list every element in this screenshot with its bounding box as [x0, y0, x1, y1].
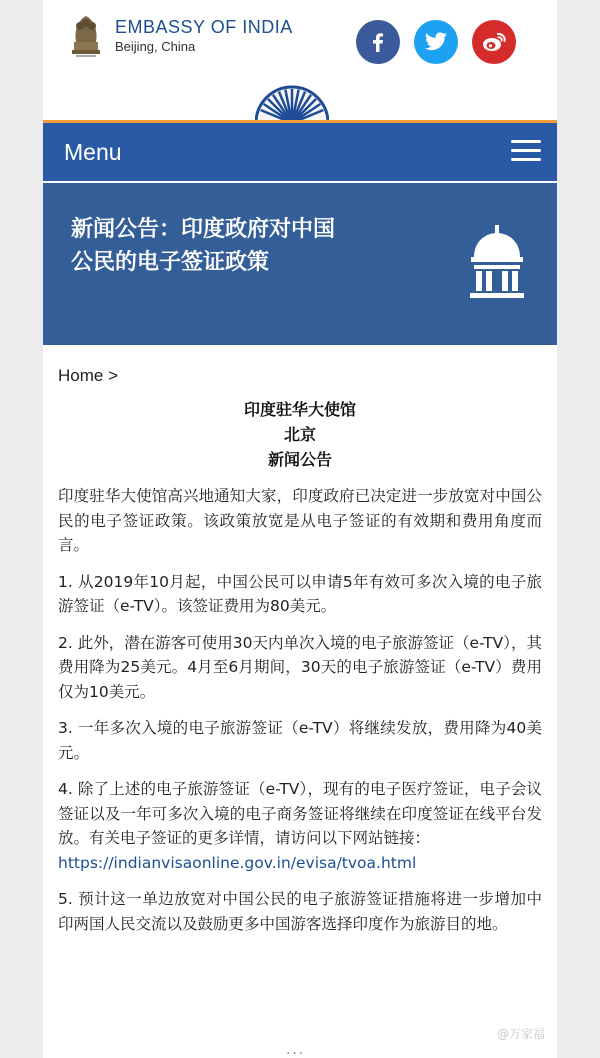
page-title: 新闻公告：印度政府对中国公民的电子签证政策	[71, 217, 336, 275]
breadcrumb[interactable]: Home >	[58, 366, 118, 385]
menu-bar[interactable]	[43, 123, 557, 181]
site-header	[43, 0, 557, 123]
more-indicator: ...	[286, 1042, 306, 1058]
national-emblem-icon	[68, 12, 104, 58]
announcement-heading	[58, 397, 542, 472]
evisa-link[interactable]: https://indianvisaonline.gov.in/evisa/tvoa.html	[58, 853, 417, 872]
weibo-icon	[481, 31, 507, 53]
city-heading: 北京	[283, 425, 316, 444]
item-4-paragraph	[58, 777, 542, 875]
item-3-paragraph: 3. 一年多次入境的电子旅游签证（e-TV）将继续发放，费用降为40美元。	[58, 719, 542, 762]
item-4-text: 4. 除了上述的电子旅游签证（e-TV），现有的电子医疗签证，电子会议签证以及一年可多次入境的电子商务签证将继续在印度签证在线平台发放。有关电子签证的更多详情，请访问以下网站链接：	[58, 780, 542, 847]
embassy-title: EMBASSY OF INDIA	[115, 17, 293, 37]
facebook-button[interactable]	[356, 20, 400, 64]
embassy-location: Beijing, China	[115, 39, 196, 54]
main-content	[43, 345, 557, 936]
ashoka-chakra-icon	[255, 78, 329, 123]
hamburger-icon[interactable]	[511, 140, 541, 164]
embassy-heading: 印度驻华大使馆	[243, 400, 356, 419]
watermark: @万家福	[496, 1027, 545, 1041]
item-5-paragraph: 5. 预计这一单边放宽对中国公民的电子旅游签证措施将进一步增加中印两国人民交流以及鼓励更多中国游客选择印度作为旅游目的地。	[58, 890, 542, 933]
intro-paragraph: 印度驻华大使馆高兴地通知大家，印度政府已决定进一步放宽对中国公民的电子签证政策。该政策放宽是从电子签证的有效期和费用角度而言。	[58, 487, 542, 554]
dome-icon	[466, 223, 528, 303]
page	[43, 0, 557, 1058]
page-banner	[43, 183, 557, 345]
item-2-paragraph: 2. 此外，潜在游客可使用30天内单次入境的电子旅游签证（e-TV），其费用降为25美元。4月至6月期间，30天的电子旅游签证（e-TV）费用仅为10美元。	[58, 633, 542, 701]
twitter-button[interactable]	[414, 20, 458, 64]
menu-label[interactable]: Menu	[64, 138, 122, 165]
twitter-icon	[424, 31, 448, 53]
item-1-paragraph: 1. 从2019年10月起，中国公民可以申请5年有效可多次入境的电子旅游签证（e-TV）。该签证费用为80美元。	[58, 572, 542, 615]
facebook-icon	[367, 31, 389, 53]
notice-heading: 新闻公告	[267, 450, 332, 469]
weibo-button[interactable]	[472, 20, 516, 64]
